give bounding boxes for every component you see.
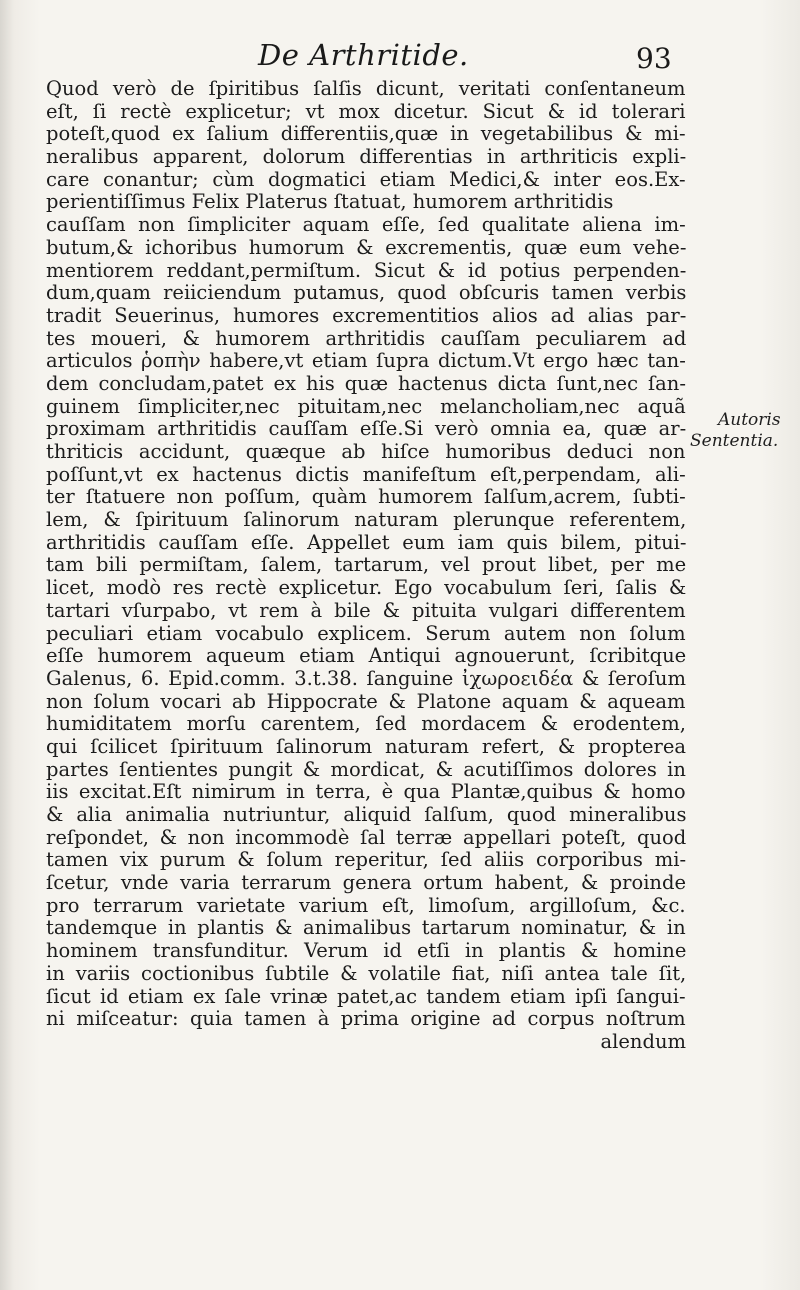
text-line: pro terrarum varietate varium eſt, limoſum, argilloſum, &c.: [46, 894, 686, 917]
text-line: in variis coctionibus ſubtile & volatile fiat, niſi antea tale ſit,: [46, 962, 686, 985]
text-line: ſcetur, vnde varia terrarum genera ortum habent, & proinde: [46, 872, 686, 895]
text-line: iis excitat.Eſt nimirum in terra, è qua Plantæ,quibus & homo: [46, 781, 686, 804]
running-title: De Arthritide.: [258, 38, 469, 72]
text-line: Galenus, 6. Epid.comm. 3.t.38. ſanguine ἰχωροειδέα & ſeroſum: [46, 667, 686, 690]
text-line: & alia animalia nutriuntur, aliquid ſalſum, quod mineralibus: [46, 804, 686, 826]
text-line: eſſe humorem aqueum etiam Antiqui agnouerunt, ſcribitque: [46, 645, 686, 668]
text-line: dum,quam reiiciendum putamus, quod obſcuris tamen verbis: [46, 282, 686, 305]
body-text: [46, 78, 686, 1054]
text-line: eſt, ſi rectè explicetur; vt mox dicetur. Sicut & id tolerari: [46, 100, 686, 123]
text-line: peculiari etiam vocabulo explicem. Serum autem non ſolum: [46, 622, 686, 645]
text-line: mentiorem reddant,permiſtum. Sicut & id potius perpenden-: [46, 259, 686, 282]
text-line: reſpondet, & non incommodè ſal terræ appellari poteſt, quod: [46, 826, 686, 849]
text-line: qui ſcilicet ſpirituum ſalinorum naturam refert, & propterea: [46, 735, 686, 758]
text-line: ni miſceatur: quia tamen à prima origine ad corpus noſtrum: [46, 1008, 686, 1031]
text-line: non ſolum vocari ab Hippocrate & Platone aquam & aqueam: [46, 690, 686, 713]
text-line: lem, & ſpirituum ſalinorum naturam plerunque referentem,: [46, 509, 686, 532]
text-line: articulos ῥοπὴν habere,vt etiam ſupra dictum.Vt ergo hæc tan-: [46, 350, 686, 373]
text-line: tradit Seuerinus, humores excrementitios alios ad alias par-: [46, 304, 686, 327]
text-line: Quod verò de ſpiritibus ſalſis dicunt, veritati conſentaneum: [46, 78, 686, 100]
text-line: tandemque in plantis & animalibus tartarum nominatur, & in: [46, 917, 686, 940]
text-line: tam bili permiſtam, ſalem, tartarum, vel prout libet, per me: [46, 554, 686, 577]
text-line: butum,& ichoribus humorum & excrementis, quæ eum vehe-: [46, 236, 686, 259]
marginal-note-line: Autoris: [718, 410, 781, 430]
marginal-note-line: Sententia.: [690, 431, 779, 451]
text-line: humiditatem morſu carentem, ſed mordacem & erodentem,: [46, 713, 686, 736]
text-line: tartari vſurpabo, vt rem à bile & pituita vulgari differentem: [46, 599, 686, 622]
text-line: guinem ſimpliciter,nec pituitam,nec melancholiam,nec aquã: [46, 395, 686, 418]
text-line: partes ſentientes pungit & mordicat, & acutiſſimos dolores in: [46, 758, 686, 781]
text-line: ter ſtatuere non poſſum, quàm humorem ſalſum,acrem, ſubti-: [46, 486, 686, 509]
text-line: poſſunt,vt ex hactenus dictis manifeſtum eſt,perpendam, ali-: [46, 463, 686, 486]
text-line: ſicut id etiam ex ſale vrinæ patet,ac tandem etiam ipſi ſangui-: [46, 985, 686, 1008]
catchword: alendum: [600, 1030, 686, 1053]
text-line: hominem transfunditur. Verum id etſi in plantis & homine: [46, 940, 686, 963]
text-line: dem concludam,patet ex his quæ hactenus dicta ſunt,nec ſan-: [46, 372, 686, 395]
text-line: arthritidis cauſſam eſſe. Appellet eum iam quis bilem, pitui-: [46, 531, 686, 554]
text-line: tes moueri, & humorem arthritidis cauſſam peculiarem ad: [46, 327, 686, 350]
page-number: 93: [636, 42, 672, 75]
text-line: thriticis accidunt, quæque ab hiſce humoribus deduci non: [46, 441, 686, 463]
marginal-note: [690, 410, 790, 452]
text-line: tamen vix purum & ſolum reperitur, ſed aliis corporibus mi-: [46, 849, 686, 872]
text-line: neralibus apparent, dolorum differentias in arthriticis expli-: [46, 146, 686, 169]
text-line: perientiſſimus Felix Platerus ſtatuat, humorem arthritidis: [46, 191, 614, 214]
text-line: proximam arthritidis cauſſam eſſe.Si verò omnia ea, quæ ar-: [46, 418, 686, 441]
text-line: licet, modò res rectè explicetur. Ego vocabulum ſeri, ſalis &: [46, 577, 686, 600]
text-line: cauſſam non ſimpliciter aquam eſſe, ſed qualitate aliena im-: [46, 214, 686, 237]
text-line: poteſt,quod ex ſalium differentiis,quæ in vegetabilibus & mi-: [46, 123, 686, 146]
text-line: care conantur; cùm dogmatici etiam Medici,& inter eos.Ex-: [46, 168, 686, 191]
